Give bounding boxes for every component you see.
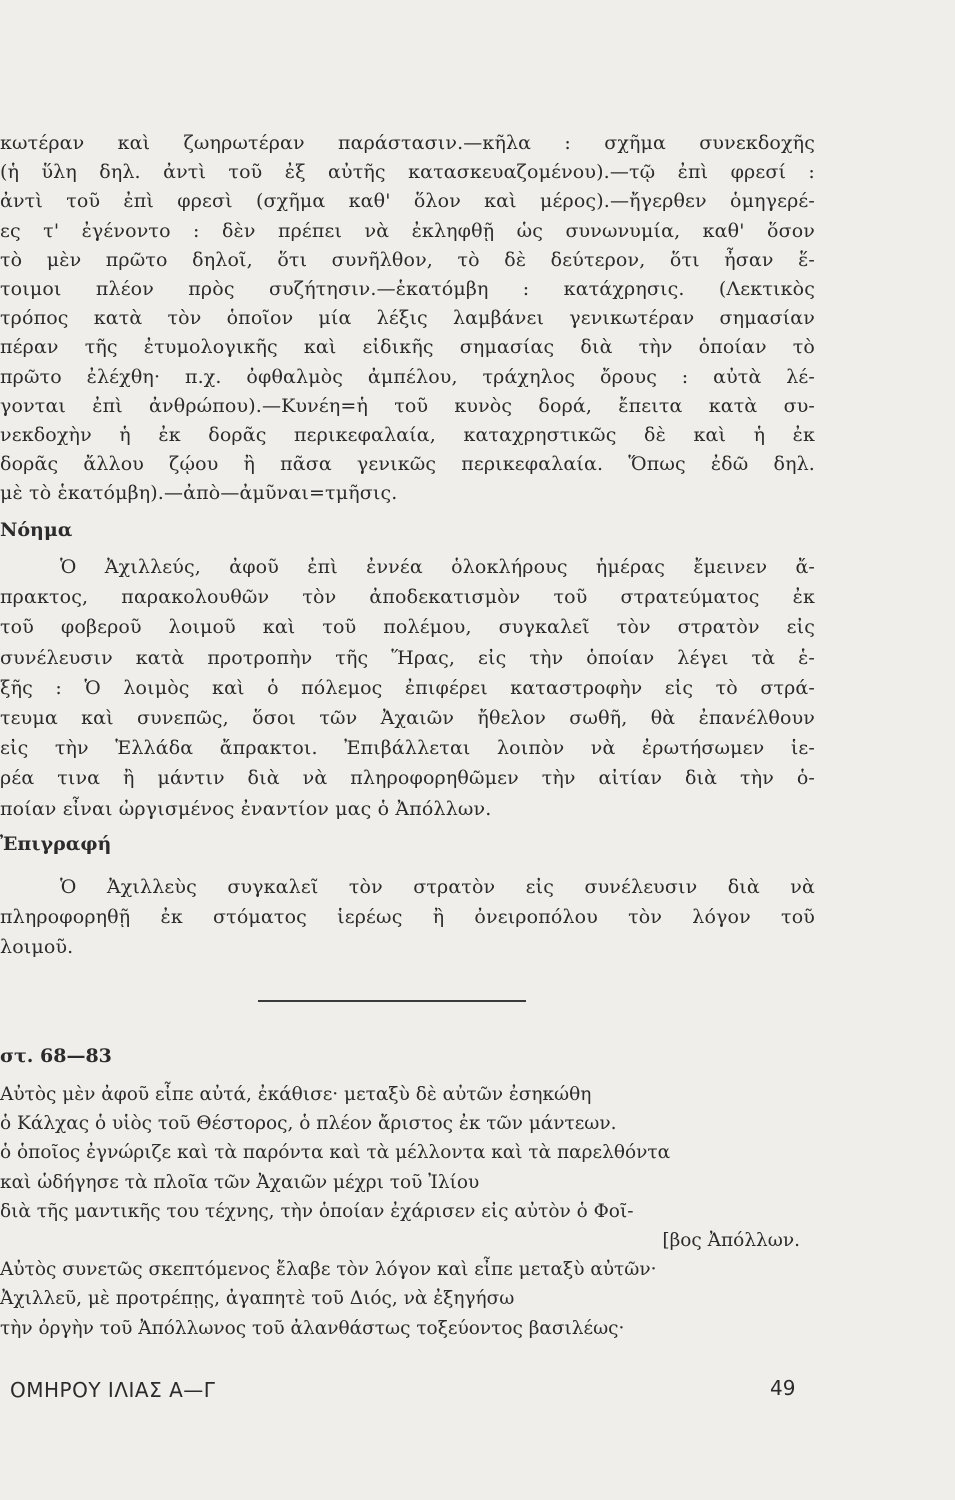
commentary-line: πέραν τῆς ἐτυμολογικῆς καὶ εἰδικῆς σημασίας διὰ τὴν ὁποίαν τὸ bbox=[0, 336, 815, 359]
commentary-line: τὸ μὲν πρῶτο δηλοῖ, ὅτι συνῆλθον, τὸ δὲ δεύτερον, ὅτι ἦσαν ἕ- bbox=[0, 248, 815, 271]
verses-line: τὴν ὀργὴν τοῦ Ἀπόλλωνος τοῦ ἀλανθάστως τοξεύοντος βασιλέως· bbox=[0, 1317, 625, 1339]
epigrafi-line: πληροφορηθῇ ἐκ στόματος ἱερέως ἢ ὀνειροπόλου τὸν λόγον τοῦ bbox=[0, 906, 815, 928]
verses-line: διὰ τῆς μαντικῆς του τέχνης, τὴν ὁποίαν ἐχάρισεν εἰς αὐτὸν ὁ Φοῖ- bbox=[0, 1200, 634, 1222]
commentary-line: πρῶτο ἐλέχθη· π.χ. ὀφθαλμὸς ἀμπέλου, τράχηλος ὄρους : αὐτὰ λέ- bbox=[0, 365, 815, 388]
commentary-line: (ἡ ὕλη δηλ. ἀντὶ τοῦ ἐξ αὐτῆς κατασκευαζομένου).—τῷ ἐπὶ φρεσί : bbox=[0, 161, 815, 184]
verses-heading: στ. 68—83 bbox=[0, 1045, 112, 1067]
noima-line: ξῆς : Ὁ λοιμὸς καὶ ὁ πόλεμος ἐπιφέρει καταστροφὴν εἰς τὸ στρά- bbox=[0, 676, 815, 699]
commentary-line: μὲ τὸ ἑκατόμβη).—ἀπὸ—ἀμῦναι=τμῆσις. bbox=[0, 482, 398, 505]
noima-line: πρακτος, παρακολουθῶν τὸν ἀποδεκατισμὸν τοῦ στρατεύματος ἐκ bbox=[0, 586, 815, 609]
epigrafi-heading: Ἐπιγραφή bbox=[0, 833, 112, 855]
epigrafi-line: Ὁ Ἀχιλλεὺς συγκαλεῖ τὸν στρατὸν εἰς συνέλευσιν διὰ νὰ bbox=[60, 876, 815, 898]
verses-line: ὁ ὁποῖος ἐγνώριζε καὶ τὰ παρόντα καὶ τὰ μέλλοντα καὶ τὰ παρελθόντα bbox=[0, 1142, 671, 1164]
verses-line: καὶ ὡδήγησε τὰ πλοῖα τῶν Ἀχαιῶν μέχρι τοῦ Ἰλίου bbox=[0, 1171, 480, 1193]
commentary-line: νεκδοχὴν ἡ ἐκ δορᾶς περικεφαλαία, καταχρηστικῶς δὲ καὶ ἡ ἐκ bbox=[0, 424, 815, 446]
noima-line: ρέα τινα ἢ μάντιν διὰ νὰ πληροφορηθῶμεν τὴν αἰτίαν διὰ τὴν ὁ- bbox=[0, 767, 815, 790]
verses-line: Αὐτὸς μὲν ἀφοῦ εἶπε αὐτά, ἐκάθισε· μεταξὺ δὲ αὐτῶν ἐσηκώθη bbox=[0, 1084, 592, 1105]
commentary-line: τοιμοι πλέον πρὸς συζήτησιν.—ἑκατόμβη : κατάχρησις. (Λεκτικὸς bbox=[0, 278, 815, 300]
noima-line: ποίαν εἶναι ὠργισμένος ἐναντίον μας ὁ Ἀπόλλων. bbox=[0, 797, 492, 820]
verses-line: Ἀχιλλεῦ, μὲ προτρέπῃς, ἀγαπητὲ τοῦ Διός, νὰ ἐξηγήσω bbox=[0, 1288, 515, 1310]
commentary-line: τρόπος κατὰ τὸν ὁποῖον μία λέξις λαμβάνει γενικωτέραν σημασίαν bbox=[0, 307, 815, 330]
footer-book-title: ΟΜΗΡΟΥ ΙΛΙΑΣ Α—Γ bbox=[10, 1378, 216, 1402]
commentary-line: ἀντὶ τοῦ ἐπὶ φρεσὶ (σχῆμα καθ' ὅλον καὶ μέρος).—ἤγερθεν ὁμηγερέ- bbox=[0, 190, 815, 213]
noima-heading: Νόημα bbox=[0, 519, 73, 541]
verses-line: Αὐτὸς συνετῶς σκεπτόμενος ἔλαβε τὸν λόγον καὶ εἶπε μεταξὺ αὐτῶν· bbox=[0, 1259, 657, 1281]
noima-line: Ὁ Ἀχιλλεύς, ἀφοῦ ἐπὶ ἐννέα ὁλοκλήρους ἡμέρας ἔμεινεν ἄ- bbox=[60, 556, 815, 578]
section-divider bbox=[258, 1000, 526, 1002]
verses-line: [βος Ἀπόλλων. bbox=[662, 1230, 800, 1251]
footer-page-number: 49 bbox=[770, 1376, 796, 1400]
commentary-line: ες τ' ἐγένοντο : δὲν πρέπει νὰ ἐκληφθῇ ὡς συνωνυμία, καθ' ὅσον bbox=[0, 219, 815, 242]
epigrafi-line: λοιμοῦ. bbox=[0, 936, 74, 958]
noima-line: εἰς τὴν Ἑλλάδα ἄπρακτοι. Ἐπιβάλλεται λοιπὸν νὰ ἐρωτήσωμεν ἱε- bbox=[0, 737, 815, 760]
commentary-line: δορᾶς ἄλλου ζῴου ἢ πᾶσα γενικῶς περικεφαλαία. Ὅπως ἐδῶ δηλ. bbox=[0, 453, 815, 476]
commentary-line: κωτέραν καὶ ζωηρωτέραν παράστασιν.—κῆλα : σχῆμα συνεκδοχῆς bbox=[0, 132, 815, 154]
verses-line: ὁ Κάλχας ὁ υἱὸς τοῦ Θέστορος, ὁ πλέον ἄριστος ἐκ τῶν μάντεων. bbox=[0, 1113, 617, 1135]
noima-line: συνέλευσιν κατὰ προτροπὴν τῆς Ἥρας, εἰς τὴν ὁποίαν λέγει τὰ ἑ- bbox=[0, 646, 815, 669]
commentary-line: γονται ἐπὶ ἀνθρώπου).—Κυνέη=ἡ τοῦ κυνὸς δορά, ἔπειτα κατὰ συ- bbox=[0, 394, 815, 417]
noima-line: τοῦ φοβεροῦ λοιμοῦ καὶ τοῦ πολέμου, συγκαλεῖ τὸν στρατὸν εἰς bbox=[0, 616, 815, 639]
noima-line: τευμα καὶ συνεπῶς, ὅσοι τῶν Ἀχαιῶν ἤθελον σωθῆ, θὰ ἐπανέλθουν bbox=[0, 707, 815, 729]
